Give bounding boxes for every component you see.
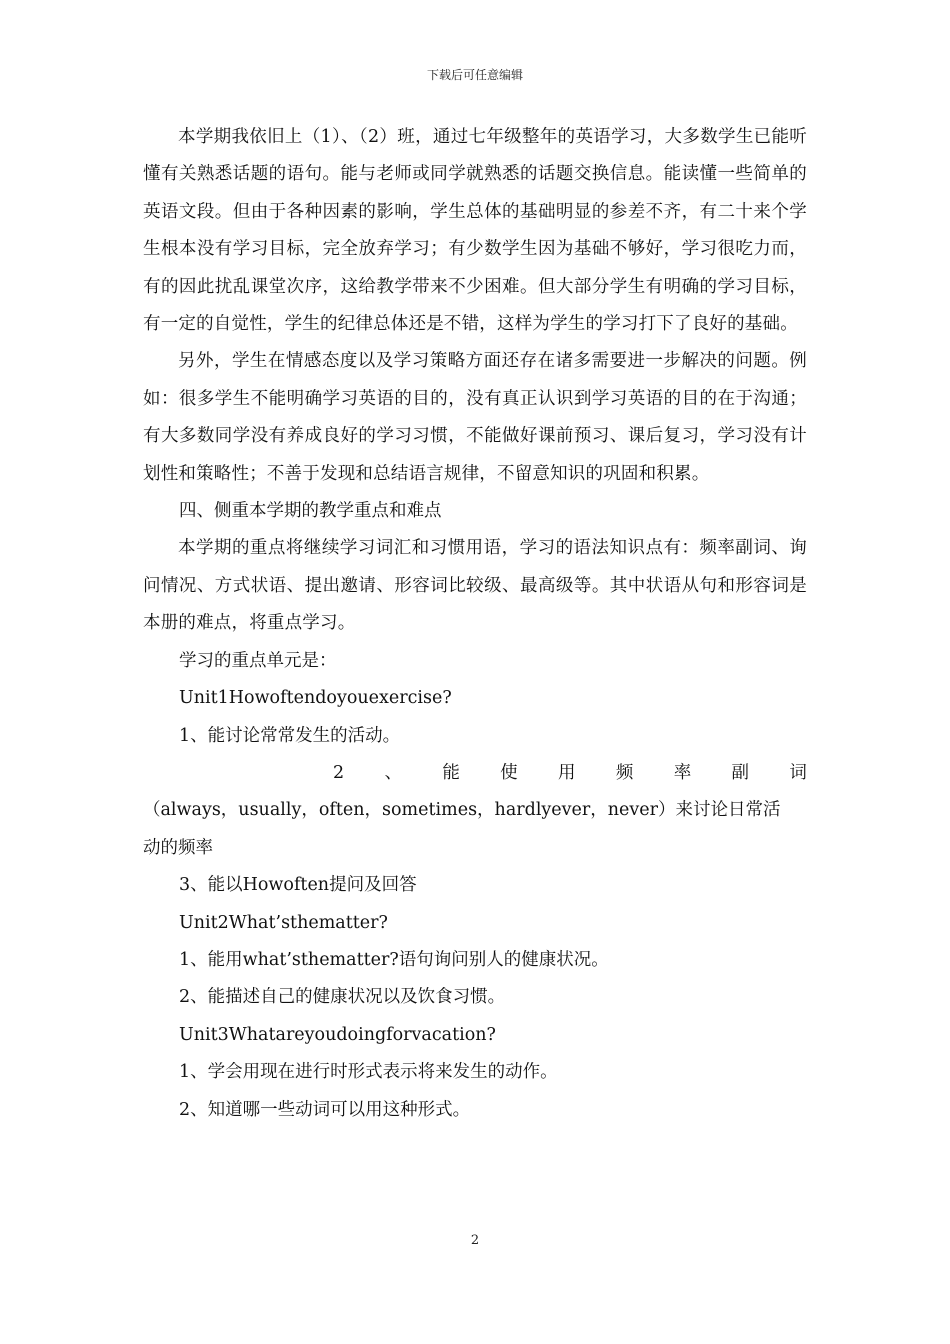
unit1-title: Unit1Howoftendoyouexercise?: [179, 688, 452, 709]
unit1-item2-line1: [143, 755, 807, 792]
unit3-item1: 1、学会用现在进行时形式表示将来发生的动作。: [179, 1062, 558, 1083]
spread-char: 能: [442, 762, 460, 783]
spread-char: 副: [731, 762, 750, 783]
unit1-item2-line2: （always，usually，often，sometimes，hardlyever，never）来讨论日常活: [143, 800, 781, 821]
paragraph-learning-problems: 另外，学生在情感态度以及学习策略方面还存在诸多需要进一步解决的问题。例如：很多学生不能明确学习英语的目的，没有真正认识到学习英语的目的在于沟通；有大多数同学没有养成良好的学习习惯，不能做好课前预习、课后复习，学习没有计划性和策略性；不善于发现和总结语言规律，不留意知识的巩固和积累。: [143, 351, 807, 484]
section-heading: 四、侧重本学期的教学重点和难点: [179, 501, 442, 522]
page-header: 下载后可任意编辑: [426, 68, 523, 82]
paragraph-focus: 本学期的重点将继续学习词汇和习惯用语，学习的语法知识点有：频率副词、询问情况、方式状语、提出邀请、形容词比较级、最高级等。其中状语从句和形容词是本册的难点，将重点学习。: [143, 538, 807, 634]
spread-char: 率: [673, 762, 692, 783]
unit2-item1: 1、能用what’sthematter?语句询问别人的健康状况。: [179, 949, 609, 970]
page-number: 2: [470, 1233, 480, 1248]
key-units-label: 学习的重点单元是：: [179, 650, 337, 671]
unit1-item3: 3、能以Howoften提问及回答: [179, 875, 417, 896]
unit1-item2-line3: 动的频率: [143, 837, 213, 858]
spread-char: 用: [558, 762, 576, 783]
spread-char: 词: [789, 762, 807, 783]
spread-char: 、: [384, 762, 402, 783]
unit2-title: Unit2What’sthematter?: [179, 912, 388, 933]
spread-char: 2: [333, 762, 345, 783]
spread-char: 使: [500, 762, 518, 783]
unit1-item1: 1、能讨论常常发生的活动。: [179, 725, 401, 746]
paragraph-class-situation: 本学期我依旧上（1）、（2）班，通过七年级整年的英语学习，大多数学生已能听懂有关熟悉话题的语句。能与老师或同学就熟悉的话题交换信息。能读懂一些简单的英语文段。但由于各种因素的影响，学生总体的基础明显的参差不齐，有二十来个学生根本没有学习目标，完全放弃学习；有少数学生因为基础不够好，学习很吃力而，有的因此扰乱课堂次序，这给教学带来不少困难。但大部分学生有明确的学习目标，有一定的自觉性，学生的纪律总体还是不错，这样为学生的学习打下了良好的基础。: [143, 127, 807, 335]
document-body: [143, 119, 807, 1129]
unit3-title: Unit3Whatareyoudoingforvacation?: [179, 1024, 496, 1045]
unit3-item2: 2、知道哪一些动词可以用这种形式。: [179, 1099, 471, 1120]
spread-char: 频: [615, 762, 634, 783]
unit2-item2: 2、能描述自己的健康状况以及饮食习惯。: [179, 987, 506, 1008]
